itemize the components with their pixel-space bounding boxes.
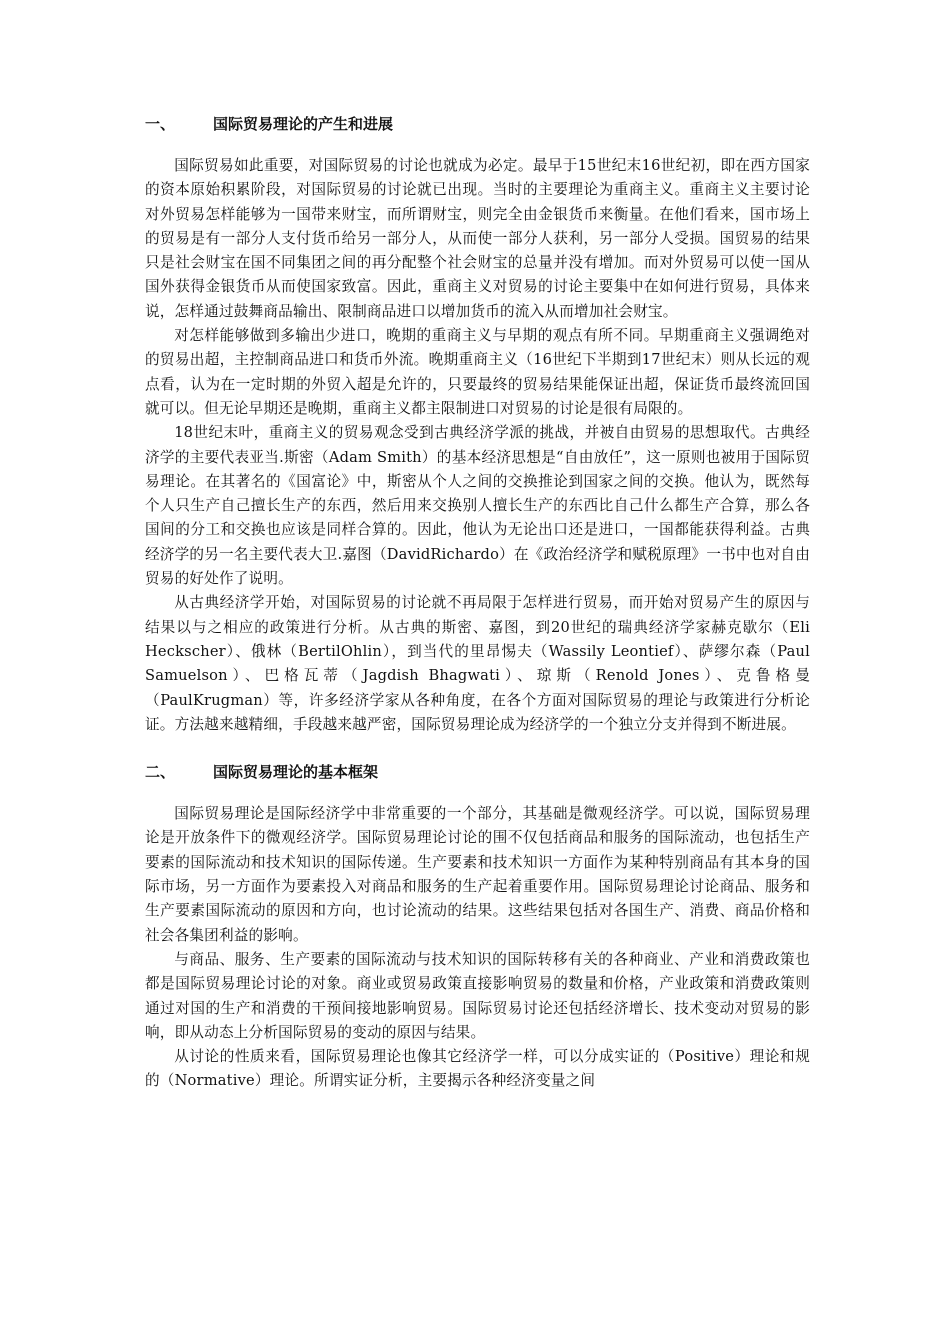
section-title: 国际贸易理论的产生和进展	[213, 115, 394, 133]
section-heading-1	[145, 112, 810, 136]
section-number: 二、	[145, 763, 176, 782]
paragraph: 国际贸易如此重要，对国际贸易的讨论也就成为必定。最早于15世纪末16世纪初，即在西方国家的资本原始积累阶段，对国际贸易的讨论就已出现。当时的主要理论为重商主义。重商主义主要讨论对外贸易怎样能够为一国带来财宝，而所谓财宝，则完全由金银货币来衡量。在他们看来，国市场上的贸易是有一部分人支付货币给另一部分人，从而使一部分人获利，另一部分人受损。国贸易的结果只是社会财宝在国不同集团之间的再分配整个社会财宝的总量并没有增加。而对外贸易可以使一国从国外获得金银货币从而使国家致富。因此，重商主义对贸易的讨论主要集中在如何进行贸易，具体来说，怎样通过鼓舞商品输出、限制商品进口以增加货币的流入从而增加社会财宝。	[145, 157, 810, 320]
paragraph: 国际贸易理论是国际经济学中非常重要的一个部分，其基础是微观经济学。可以说，国际贸易理论是开放条件下的微观经济学。国际贸易理论讨论的围不仅包括商品和服务的国际流动，也包括生产要素的国际流动和技术知识的国际传递。生产要素和技术知识一方面作为某种特别商品有其本身的国际市场，另一方面作为要素投入对商品和服务的生产起着重要作用。国际贸易理论讨论商品、服务和生产要素国际流动的原因和方向，也讨论流动的结果。这些结果包括对各国生产、消费、商品价格和社会各集团利益的影响。	[145, 805, 810, 944]
paragraph: 从古典经济学开始，对国际贸易的讨论就不再局限于怎样进行贸易，而开始对贸易产生的原因与结果以与之相应的政策进行分析。从古典的斯密、嘉图，到20世纪的瑞典经济学家赫克歇尔（Eli Heckscher）、俄林（BertilOhlin），到当代的里昂惕夫（Wassily Leontief）、萨缪尔森（Paul Samuelson）、巴格瓦蒂（Jagdish Bhagwati）、琼斯（Renold Jones）、克鲁格曼（PaulKrugman）等，许多经济学家从各种角度，在各个方面对国际贸易的理论与政策进行分析论证。方法越来越精细，手段越来越严密，国际贸易理论成为经济学的一个独立分支并得到不断进展。	[145, 594, 810, 733]
section-heading-2	[145, 760, 810, 784]
document-page	[145, 112, 810, 1094]
section-number: 一、	[145, 115, 176, 133]
paragraph: 18世纪末叶，重商主义的贸易观念受到古典经济学派的挑战，并被自由贸易的思想取代。古典经济学的主要代表亚当.斯密（Adam Smith）的基本经济思想是“自由放任”，这一原则也被用于国际贸易理论。在其著名的《国富论》中，斯密从个人之间的交换推论到国家之间的交换。他认为，既然每个人只生产自己擅长生产的东西，然后用来交换别人擅长生产的东西比自己什么都生产合算，那么各国间的分工和交换也应该是同样合算的。因此，他认为无论出口还是进口，一国都能获得利益。古典经济学的另一名主要代表大卫.嘉图（DavidRichardo）在《政治经济学和赋税原理》一书中也对自由贸易的好处作了说明。	[145, 424, 810, 588]
paragraph: 对怎样能够做到多输出少进口，晚期的重商主义与早期的观点有所不同。早期重商主义强调绝对的贸易出超，主控制商品进口和货币外流。晚期重商主义（16世纪下半期到17世纪末）则从长远的观点看，认为在一定时期的外贸入超是允许的，只要最终的贸易结果能保证出超，保证货币最终流回国就可以。但无论早期还是晚期，重商主义都主限制进口对贸易的讨论是很有局限的。	[145, 327, 810, 417]
paragraph: 与商品、服务、生产要素的国际流动与技术知识的国际转移有关的各种商业、产业和消费政策也都是国际贸易理论讨论的对象。商业或贸易政策直接影响贸易的数量和价格，产业政策和消费政策则通过对国的生产和消费的干预间接地影响贸易。国际贸易讨论还包括经济增长、技术变动对贸易的影响，即从动态上分析国际贸易的变动的原因与结果。	[145, 950, 810, 1041]
section-title: 国际贸易理论的基本框架	[213, 763, 379, 782]
paragraph: 从讨论的性质来看，国际贸易理论也像其它经济学一样，可以分成实证的（Positive）理论和规的（Normative）理论。所谓实证分析，主要揭示各种经济变量之间	[145, 1048, 810, 1090]
